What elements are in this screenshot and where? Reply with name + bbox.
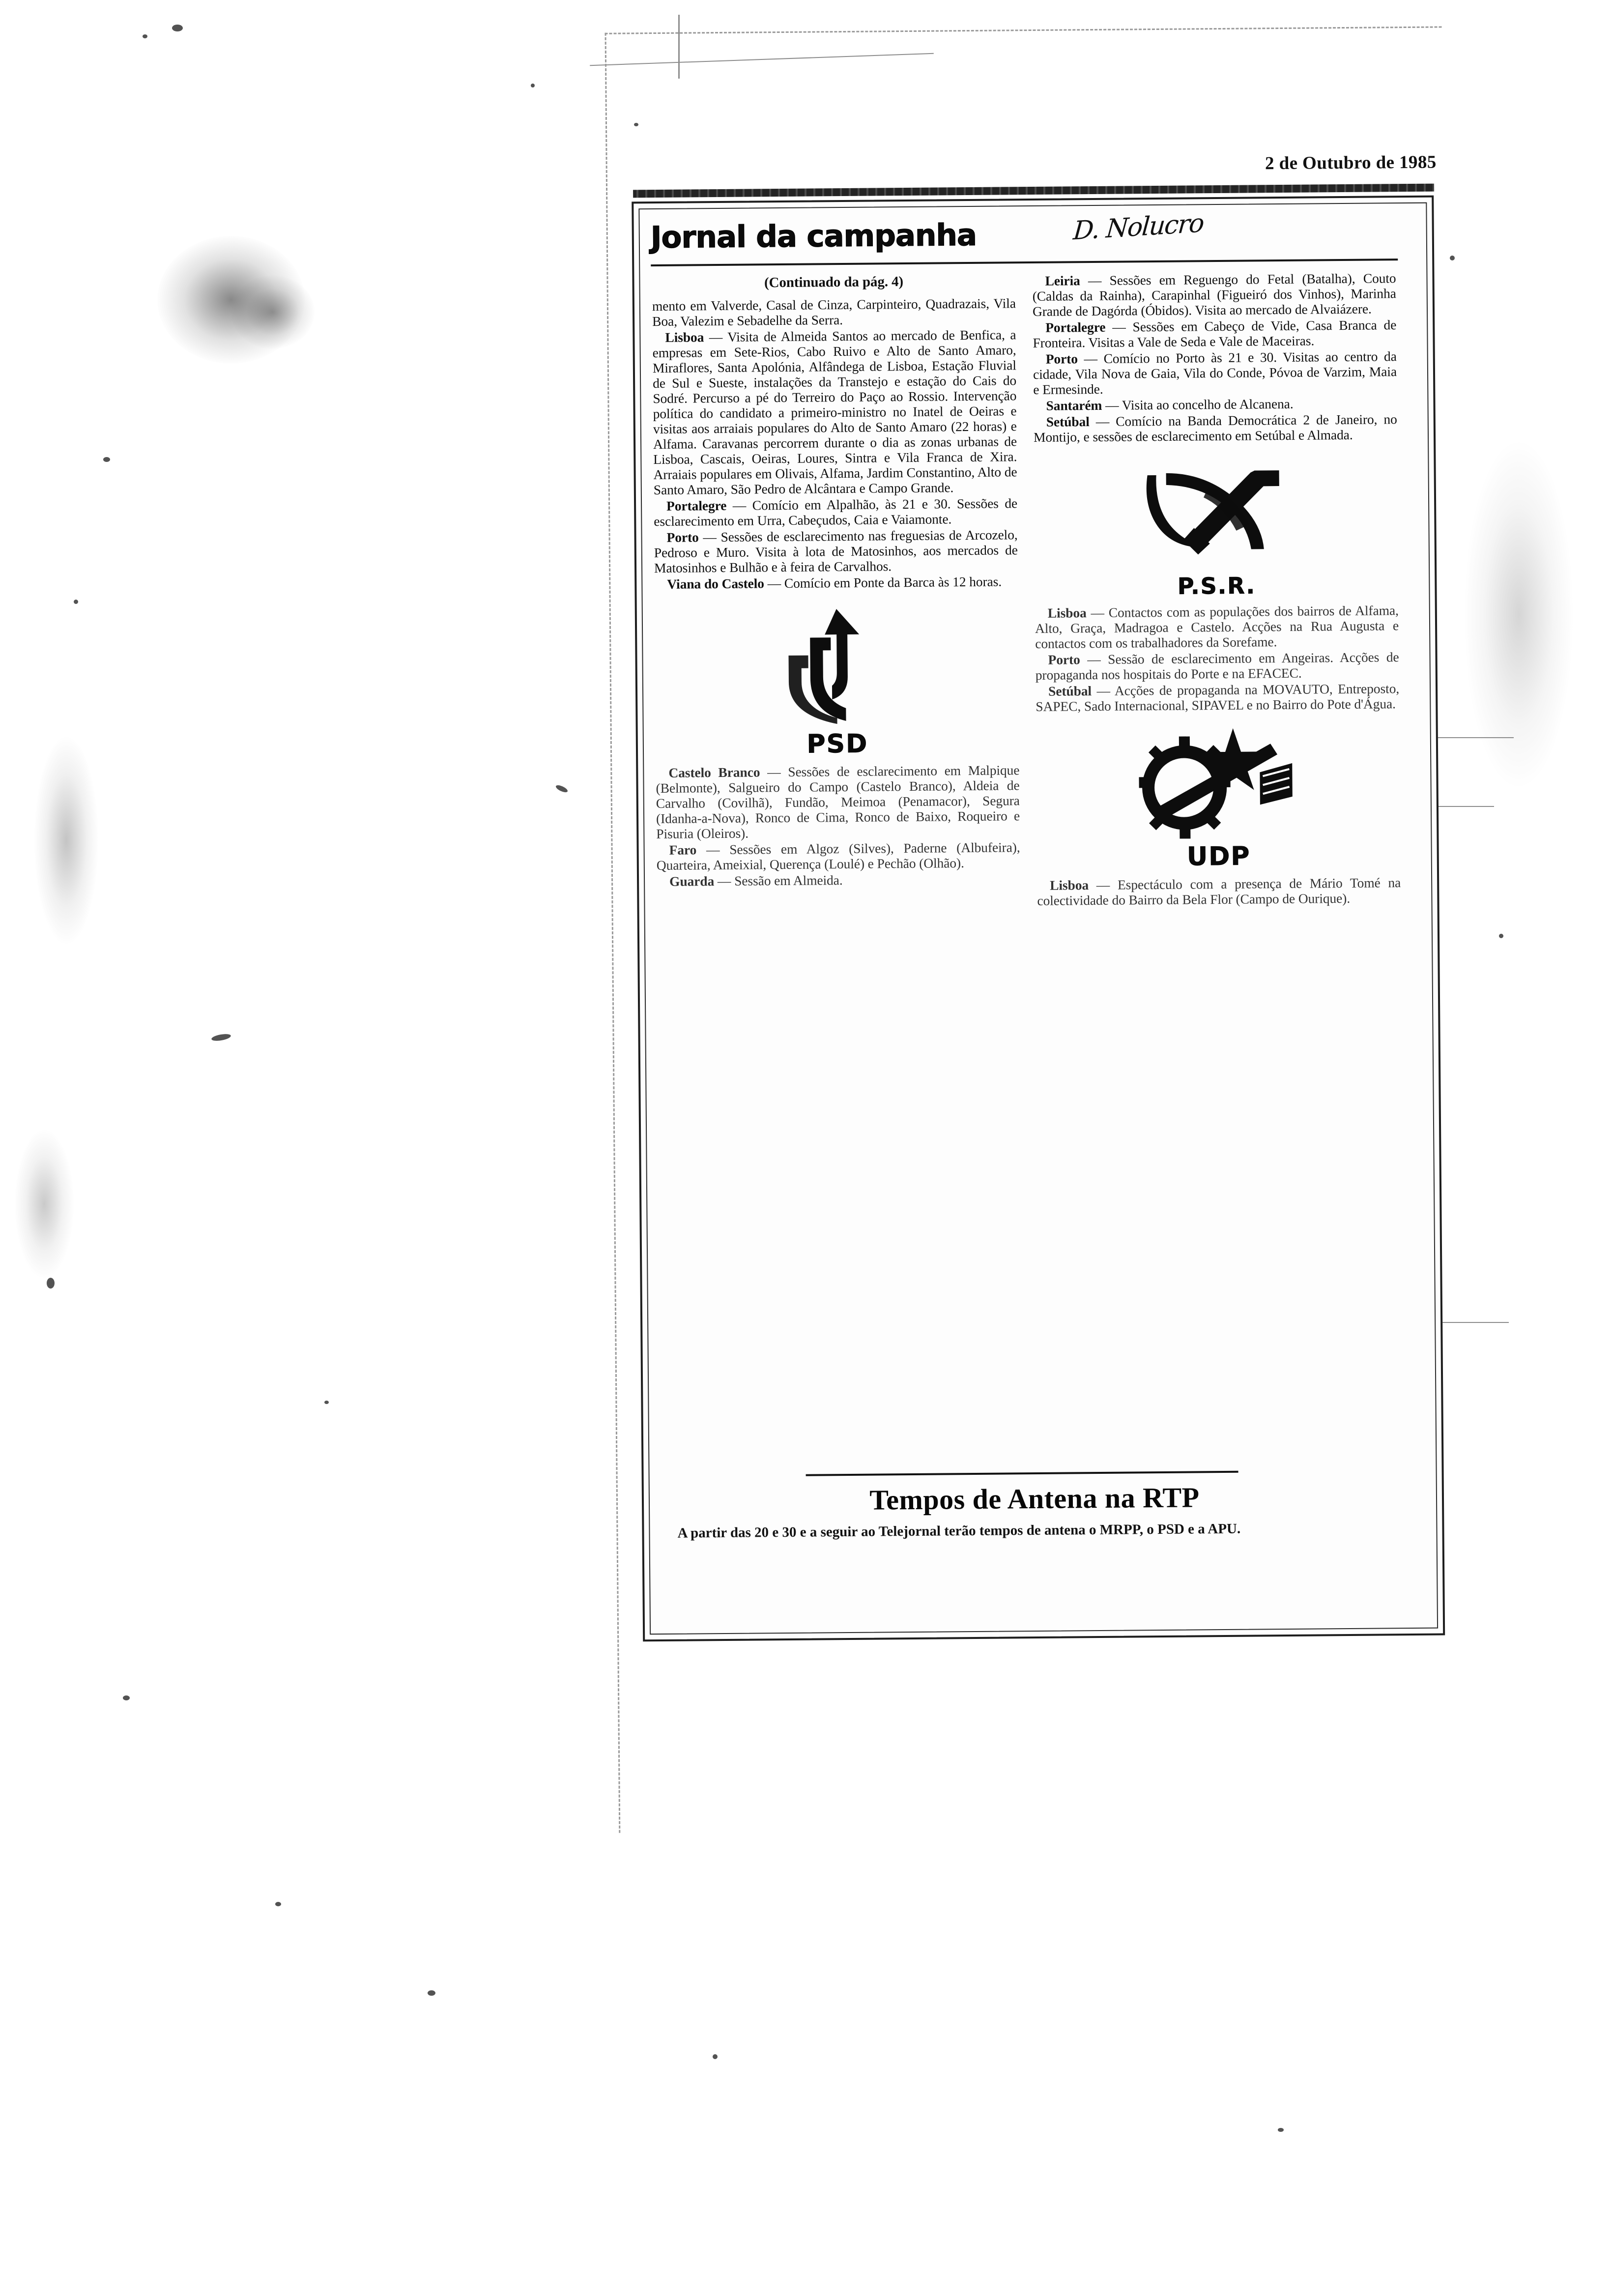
entry-portalegre-2 [1033,317,1396,350]
entry-text: — Sessões em Reguengo do Fetal (Batalha), Couto (Caldas da Rainha), Carapinhal (Figueiró dos Vinhos), Marinha Grande de Dagórda (Óbidos). Visita ao mercado de Alvaiázere. [1032,270,1396,319]
entry-city: Porto [666,529,699,545]
hammer-sickle-icon [1134,456,1297,570]
entry-santarem [1033,395,1397,413]
entry-text: — Contactos com as populações dos bairros de Alfama, Alto, Graça, Madragoa e Castelo. Acções na Rua Augusta e contactos com os trabalhadores da Sorefame. [1035,603,1399,651]
entry-text: — Espectáculo com a presença de Mário Tomé na colectividade do Bairro da Bela Flor (Campo de Ourique). [1037,875,1401,908]
udp-logo-block [1036,724,1401,873]
psd-arrow-icon [763,603,911,726]
continued-from-note: (Continuado da pág. 4) [764,274,904,291]
entry-text: — Sessão em Almeida. [717,872,843,889]
entry-city: Faro [669,842,697,858]
newspaper-clipping [605,26,1465,1846]
entry-text: — Comício na Banda Democrática 2 de Janeiro, no Montijo, e sessões de esclarecimento em Setúbal e Almada. [1033,411,1397,445]
gear-star-flag-icon [1137,725,1300,839]
entry-text: — Sessão de esclarecimento em Angeiras. Acções de propaganda nos hospitais do Porte e na EFACEC. [1035,649,1399,683]
entry-text: — Comício no Porto às 21 e 30. Visitas ao centro da cidade, Vila Nova de Gaia, Vila do Conde, Póvoa de Varzim, Maia e Ermesinde. [1033,348,1397,397]
entry-text: — Sessões em Cabeço de Vide, Casa Branca de Fronteira. Visitas a Vale de Seda e Vale de Maceiras. [1033,317,1397,350]
entry-city: Porto [1045,351,1078,367]
entry-city: Santarém [1046,397,1102,413]
footer-block [663,1479,1406,1542]
entry-viana-psd [654,574,1018,592]
entry-faro [656,839,1020,873]
entry-city: Setúbal [1046,414,1090,430]
entry-city: Lisboa [1047,605,1087,621]
entry-porto-psd [654,527,1018,575]
entry-leiria [1032,270,1396,319]
entry-city: Leiria [1045,273,1080,288]
entry-guarda [657,871,1020,889]
article-columns [652,270,1404,912]
entry-city: Portalegre [666,497,727,514]
entry-city: Viana do Castelo [667,575,765,592]
entry-lisboa-psr [1035,603,1399,651]
psd-logo-caption: PSD [806,729,868,759]
psr-logo-caption: P.S.R. [1177,572,1256,600]
udp-logo-caption: UDP [1186,841,1251,872]
entry-text: — Sessões de esclarecimento nas freguesias de Arcozelo, Pedroso e Muro. Visita à lota de Matosinhos, aos mercados de Matosinhos e Bulhão e à feira de Carvalhos. [654,527,1018,576]
entry-setubal [1034,411,1397,445]
entry-porto-psr [1035,649,1399,683]
handwritten-annotation: D. Nolucro [1072,208,1205,246]
entry-city: Lisboa [665,329,704,345]
entry-city: Setúbal [1048,683,1092,699]
column-right [1032,270,1401,909]
entry-city: Lisboa [1050,877,1089,893]
entry-lisboa-psd [652,327,1017,497]
entry-text: — Sessões de esclarecimento em Malpique (Belmonte), Salgueiro do Campo (Castelo Branco), Aldeia de Carvalho (Covilhã), Fundão, Meimoa (Penamacor), Segura (Idanha-a-Nova), Ronco de Cima, Ronco de Baixo, Roqueiro e Pisuria (Oleiros). [656,762,1020,842]
entry-text: — Comício em Ponte da Barca às 12 horas. [767,574,1002,591]
entry-castelo-branco [656,762,1020,841]
entry-text: — Comício em Alpalhão, às 21 e 30. Sessões de esclarecimento em Urra, Cabeçudos, Caia e Vaiamonte. [654,495,1018,529]
entry-text: — Acções de propaganda na MOVAUTO, Entreposto, SAPEC, Sado Internacional, SIPAVEL e no Bairro do Pote d'Água. [1036,681,1400,714]
entry-text: — Visita ao concelho de Alcanena. [1105,396,1294,413]
paragraph-intro: mento em Valverde, Casal de Cinza, Carpinteiro, Quadrazais, Vila Boa, Valezim e Sebadelhe da Serra. [652,295,1016,329]
entry-lisboa-udp [1037,875,1401,908]
psd-logo-block [655,602,1019,760]
entry-city: Porto [1048,652,1080,667]
entry-city: Portalegre [1045,319,1106,335]
entry-text: — Sessões em Algoz (Silves), Paderne (Albufeira), Quarteira, Ameixial, Querença (Loulé) e Pechão (Olhão). [656,839,1020,873]
entry-text: — Visita de Almeida Santos ao mercado de Benfica, a empresas em Sete-Rios, Cabo Ruivo e Alto de Santo Amaro, Miraflores, Santa Apolónia, Alfândega de Lisboa, Estação Fluvial de Sul e Sueste, instalações da Transtejo e estação do Cais do Sodré. Percurso a pé do Terreiro do Paço ao Rossio. Intervenção política do candidato a primeiro-ministro no Inatel de Oeiras e visitas aos arraiais populares do Alto de Santo Amaro (22 horas) e Alfama. Caravanas percorrem durante o dia as zonas urbanas de Lisboa, Cascais, Oeiras, Loures, Sintra e Vila Franca de Xira. Arraiais populares em Olivais, Alfama, Jardim Constantino, Alto de Santo Amaro, São Pedro de Alcântara e Campo Grande. [652,327,1017,498]
masthead-title: Jornal da campanha [650,217,977,256]
masthead [650,208,1398,261]
entry-city: Guarda [669,873,715,889]
entry-portalegre-psd [654,495,1017,529]
column-left [652,273,1020,912]
issue-date: 2 de Outubro de 1985 [1265,152,1437,174]
entry-city: Castelo Branco [668,764,760,780]
article-frame [632,196,1445,1642]
footer-text: A partir das 20 e 30 e a seguir ao Telejornal terão tempos de antena o MRPP, o PSD e a APU. [677,1521,1241,1541]
psr-logo-block [1034,455,1398,601]
footer-title: Tempos de Antena na RTP [869,1481,1200,1516]
entry-porto-2 [1033,348,1397,397]
entry-setubal-psr [1036,681,1399,714]
